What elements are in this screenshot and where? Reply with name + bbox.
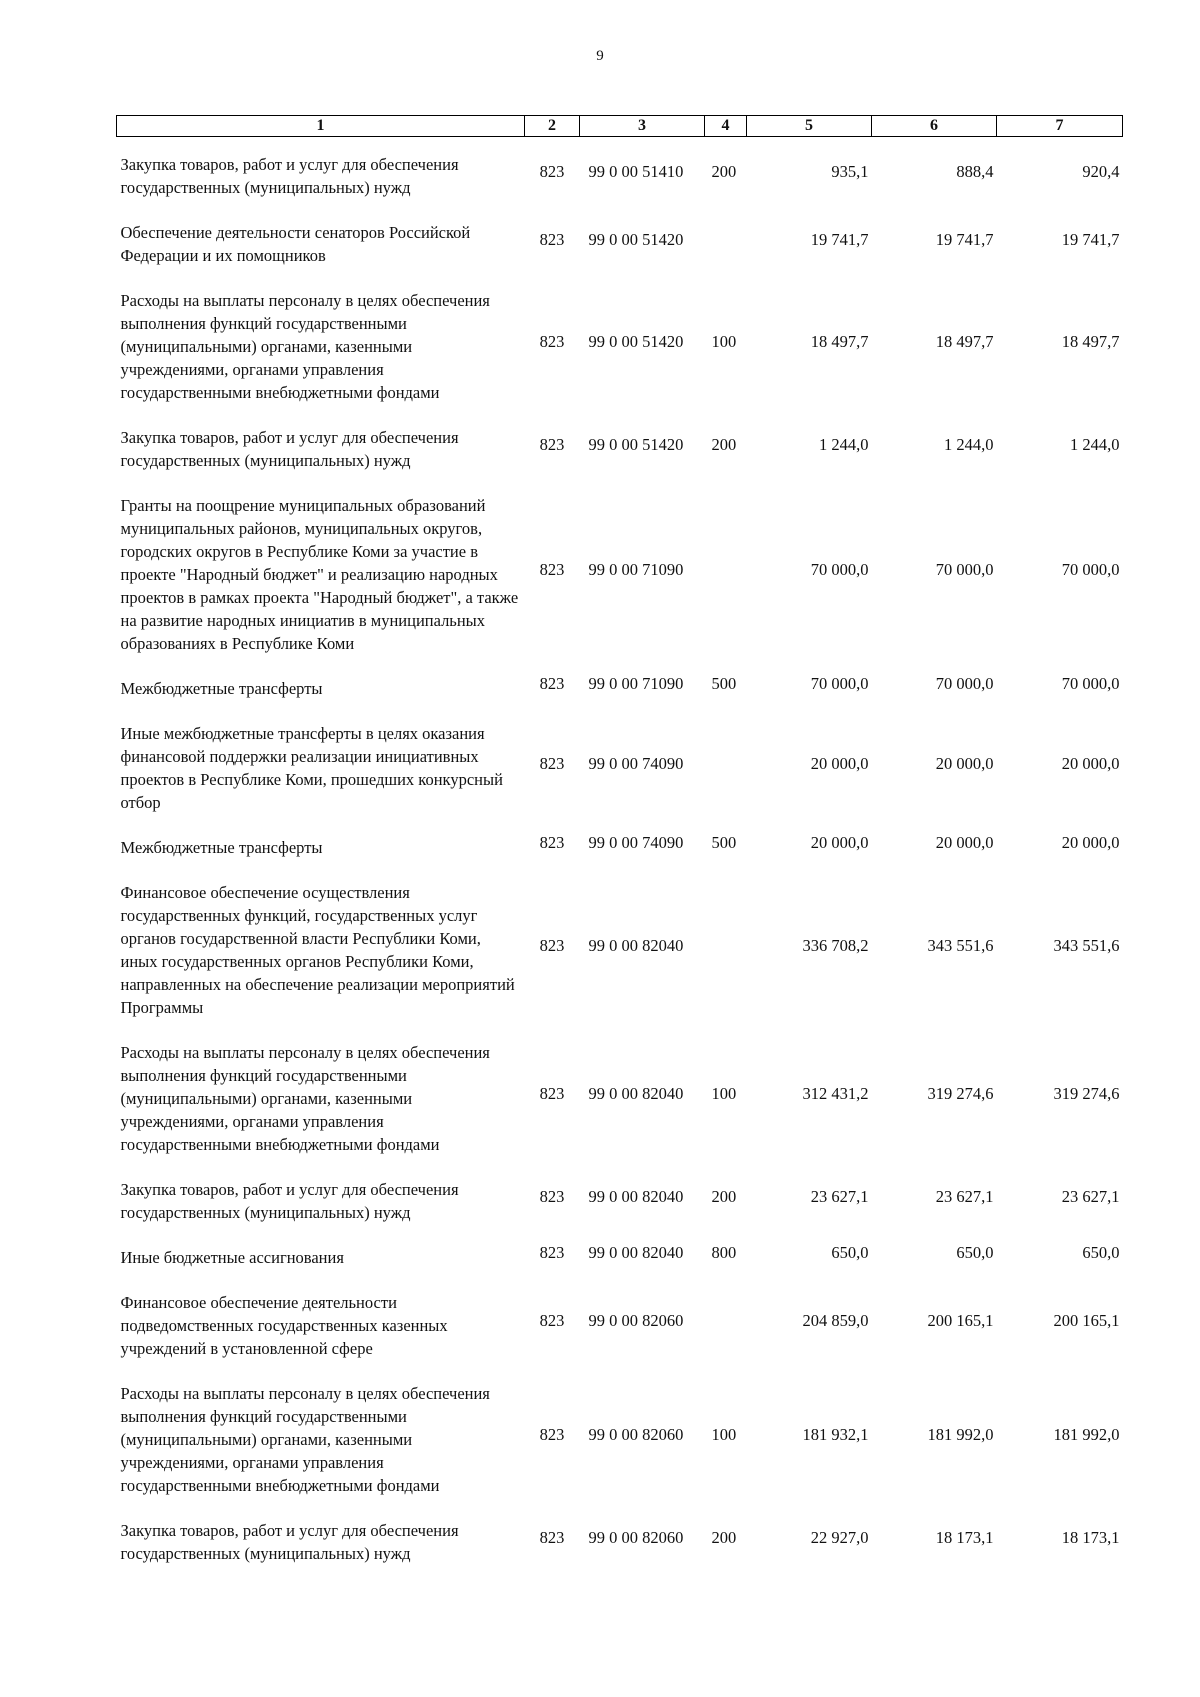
row-amount-col6-cell: 343 551,6 — [927, 935, 994, 955]
row-code-cell: 823 — [539, 161, 565, 181]
row-amount-col7-cell: 343 551,6 — [1053, 935, 1120, 955]
header-col-1: 1 — [117, 116, 525, 137]
row-code-cell: 823 — [539, 560, 565, 579]
row-code-cell: 823 — [539, 1186, 565, 1206]
row-expense-type-cell: 100 — [711, 1084, 737, 1103]
row-code-cell: 823 — [539, 1084, 565, 1103]
row-expense-type-cell — [705, 1275, 747, 1366]
row-expense-type-cell — [705, 205, 747, 273]
row-name-cell: Закупка товаров, работ и услуг для обеспечения государственных (муниципальных) нужд — [120, 428, 459, 470]
row-expense-type-cell: 200 — [711, 1186, 737, 1206]
row-amount-col5-cell: 1 244,0 — [819, 434, 869, 454]
row-amount-col6-cell: 18 497,7 — [935, 332, 994, 351]
header-col-6: 6 — [872, 116, 997, 137]
row-amount-col5-cell: 19 741,7 — [810, 229, 869, 249]
row-expense-type-cell: 500 — [711, 674, 737, 693]
row-expense-type-cell: 200 — [711, 1527, 737, 1547]
header-col-5: 5 — [747, 116, 872, 137]
row-amount-col7-cell: 1 244,0 — [1070, 434, 1120, 454]
row-name-cell: Гранты на поощрение муниципальных образований муниципальных районов, муниципальных округов, городских округов в Республике Коми за участие в проекте "Народный бюджет" и реализацию народных проектов в рамках проекта "Народный бюджет", а также на развитие народных инициатив в муниципальных образованиях в Республике Коми — [120, 496, 519, 653]
row-amount-col6-cell: 19 741,7 — [935, 229, 994, 249]
table-row — [117, 820, 1123, 865]
row-amount-col6-cell: 20 000,0 — [935, 753, 994, 773]
row-amount-col7-cell: 18 173,1 — [1061, 1527, 1120, 1547]
table-row — [117, 273, 1123, 410]
row-amount-col6-cell: 70 000,0 — [935, 560, 994, 579]
row-name-cell: Иные бюджетные ассигнования — [120, 1248, 344, 1267]
row-amount-col5-cell: 181 932,1 — [802, 1425, 869, 1444]
row-name-cell: Расходы на выплаты персоналу в целях обеспечения выполнения функций государственными (муниципальными) органами, казенными учреждениями, органами управления государственными внебюджетными фондами — [120, 1043, 490, 1154]
row-target-article-cell: 99 0 00 51420 — [588, 332, 684, 351]
header-col-4: 4 — [705, 116, 747, 137]
row-amount-col6-cell: 200 165,1 — [927, 1311, 994, 1330]
row-amount-col5-cell: 23 627,1 — [810, 1186, 869, 1206]
row-amount-col5-cell: 336 708,2 — [802, 935, 869, 955]
row-amount-col7-cell: 200 165,1 — [1053, 1311, 1120, 1330]
row-amount-col6-cell: 1 244,0 — [944, 434, 994, 454]
table-row — [117, 1230, 1123, 1275]
row-name-cell: Закупка товаров, работ и услуг для обеспечения государственных (муниципальных) нужд — [120, 1521, 459, 1563]
row-name-cell: Расходы на выплаты персоналу в целях обеспечения выполнения функций государственными (муниципальными) органами, казенными учреждениями, органами управления государственными внебюджетными фондами — [120, 291, 490, 402]
row-amount-col5-cell: 20 000,0 — [810, 833, 869, 852]
row-amount-col6-cell: 18 173,1 — [935, 1527, 994, 1547]
row-target-article-cell: 99 0 00 51420 — [588, 229, 684, 249]
table-row — [117, 1162, 1123, 1230]
row-amount-col5-cell: 70 000,0 — [810, 674, 869, 693]
row-name-cell: Закупка товаров, работ и услуг для обеспечения государственных (муниципальных) нужд — [120, 1180, 459, 1222]
row-amount-col7-cell: 70 000,0 — [1061, 674, 1120, 693]
table-row — [117, 205, 1123, 273]
row-amount-col6-cell: 23 627,1 — [935, 1186, 994, 1206]
row-target-article-cell: 99 0 00 71090 — [588, 674, 684, 693]
row-target-article-cell: 99 0 00 82040 — [588, 1243, 684, 1262]
table-row — [117, 1025, 1123, 1162]
row-amount-col7-cell: 181 992,0 — [1053, 1425, 1120, 1444]
row-amount-col6-cell: 650,0 — [956, 1243, 994, 1262]
header-col-3: 3 — [580, 116, 705, 137]
row-amount-col5-cell: 650,0 — [831, 1243, 869, 1262]
row-amount-col5-cell: 312 431,2 — [802, 1084, 869, 1103]
row-expense-type-cell: 100 — [711, 332, 737, 351]
row-code-cell: 823 — [539, 674, 565, 693]
row-target-article-cell: 99 0 00 82060 — [588, 1425, 684, 1444]
row-amount-col7-cell: 920,4 — [1082, 161, 1120, 181]
row-amount-col5-cell: 22 927,0 — [810, 1527, 869, 1547]
header-col-2: 2 — [525, 116, 580, 137]
row-target-article-cell: 99 0 00 71090 — [588, 560, 684, 579]
table-row — [117, 410, 1123, 478]
row-name-cell: Закупка товаров, работ и услуг для обеспечения государственных (муниципальных) нужд — [120, 155, 459, 197]
row-target-article-cell: 99 0 00 82060 — [588, 1527, 684, 1547]
table-row — [117, 661, 1123, 706]
row-name-cell: Финансовое обеспечение деятельности подведомственных государственных казенных учреждений в установленной сфере — [120, 1293, 448, 1358]
row-target-article-cell: 99 0 00 51420 — [588, 434, 684, 454]
row-amount-col7-cell: 19 741,7 — [1061, 229, 1120, 249]
row-target-article-cell: 99 0 00 82060 — [588, 1311, 684, 1330]
row-expense-type-cell: 200 — [711, 161, 737, 181]
page-number: 9 — [596, 48, 604, 64]
row-code-cell: 823 — [539, 332, 565, 351]
row-code-cell: 823 — [539, 1425, 565, 1444]
table-row — [117, 865, 1123, 1025]
table-row — [117, 1503, 1123, 1571]
row-expense-type-cell: 500 — [711, 833, 737, 852]
row-name-cell: Межбюджетные трансферты — [120, 838, 323, 857]
row-target-article-cell: 99 0 00 82040 — [588, 1186, 684, 1206]
row-target-article-cell: 99 0 00 51410 — [588, 161, 684, 181]
row-amount-col7-cell: 20 000,0 — [1061, 753, 1120, 773]
row-amount-col7-cell: 20 000,0 — [1061, 833, 1120, 852]
row-amount-col6-cell: 888,4 — [956, 161, 994, 181]
row-target-article-cell: 99 0 00 82040 — [588, 1084, 684, 1103]
row-code-cell: 823 — [539, 434, 565, 454]
row-target-article-cell: 99 0 00 74090 — [588, 753, 684, 773]
row-amount-col5-cell: 935,1 — [831, 161, 869, 181]
row-amount-col7-cell: 70 000,0 — [1061, 560, 1120, 579]
header-col-7: 7 — [997, 116, 1123, 137]
row-amount-col7-cell: 18 497,7 — [1061, 332, 1120, 351]
table-row — [117, 478, 1123, 661]
row-code-cell: 823 — [539, 935, 565, 955]
row-code-cell: 823 — [539, 229, 565, 249]
row-amount-col7-cell: 319 274,6 — [1053, 1084, 1120, 1103]
row-expense-type-cell — [705, 865, 747, 1025]
row-target-article-cell: 99 0 00 82040 — [588, 935, 684, 955]
row-target-article-cell: 99 0 00 74090 — [588, 833, 684, 852]
row-amount-col7-cell: 23 627,1 — [1061, 1186, 1120, 1206]
row-expense-type-cell — [705, 478, 747, 661]
row-code-cell: 823 — [539, 753, 565, 773]
table-row — [117, 1366, 1123, 1503]
row-name-cell: Расходы на выплаты персоналу в целях обеспечения выполнения функций государственными (муниципальными) органами, казенными учреждениями, органами управления государственными внебюджетными фондами — [120, 1384, 490, 1495]
row-name-cell: Финансовое обеспечение осуществления государственных функций, государственных услуг органов государственной власти Республики Коми, иных государственных органов Республики Коми, направленных на обеспечение реализации мероприятий Программы — [120, 883, 515, 1017]
table-row — [117, 137, 1123, 206]
row-amount-col5-cell: 70 000,0 — [810, 560, 869, 579]
row-name-cell: Иные межбюджетные трансферты в целях оказания финансовой поддержки реализации инициативных проектов в Республике Коми, прошедших конкурсный отбор — [120, 724, 503, 812]
row-amount-col6-cell: 20 000,0 — [935, 833, 994, 852]
row-name-cell: Межбюджетные трансферты — [120, 679, 323, 698]
budget-table — [116, 115, 1123, 1571]
table-row — [117, 1275, 1123, 1366]
row-code-cell: 823 — [539, 1527, 565, 1547]
row-amount-col7-cell: 650,0 — [1082, 1243, 1120, 1262]
row-code-cell: 823 — [539, 1243, 565, 1262]
row-code-cell: 823 — [539, 833, 565, 852]
row-amount-col5-cell: 18 497,7 — [810, 332, 869, 351]
row-amount-col5-cell: 204 859,0 — [802, 1311, 869, 1330]
row-expense-type-cell: 200 — [711, 434, 737, 454]
row-expense-type-cell: 100 — [711, 1425, 737, 1444]
row-amount-col5-cell: 20 000,0 — [810, 753, 869, 773]
row-amount-col6-cell: 319 274,6 — [927, 1084, 994, 1103]
row-expense-type-cell — [705, 706, 747, 820]
header-row — [117, 116, 1123, 137]
row-amount-col6-cell: 181 992,0 — [927, 1425, 994, 1444]
row-expense-type-cell: 800 — [711, 1243, 737, 1262]
row-code-cell: 823 — [539, 1311, 565, 1330]
table-row — [117, 706, 1123, 820]
row-name-cell: Обеспечение деятельности сенаторов Российской Федерации и их помощников — [120, 223, 471, 265]
row-amount-col6-cell: 70 000,0 — [935, 674, 994, 693]
